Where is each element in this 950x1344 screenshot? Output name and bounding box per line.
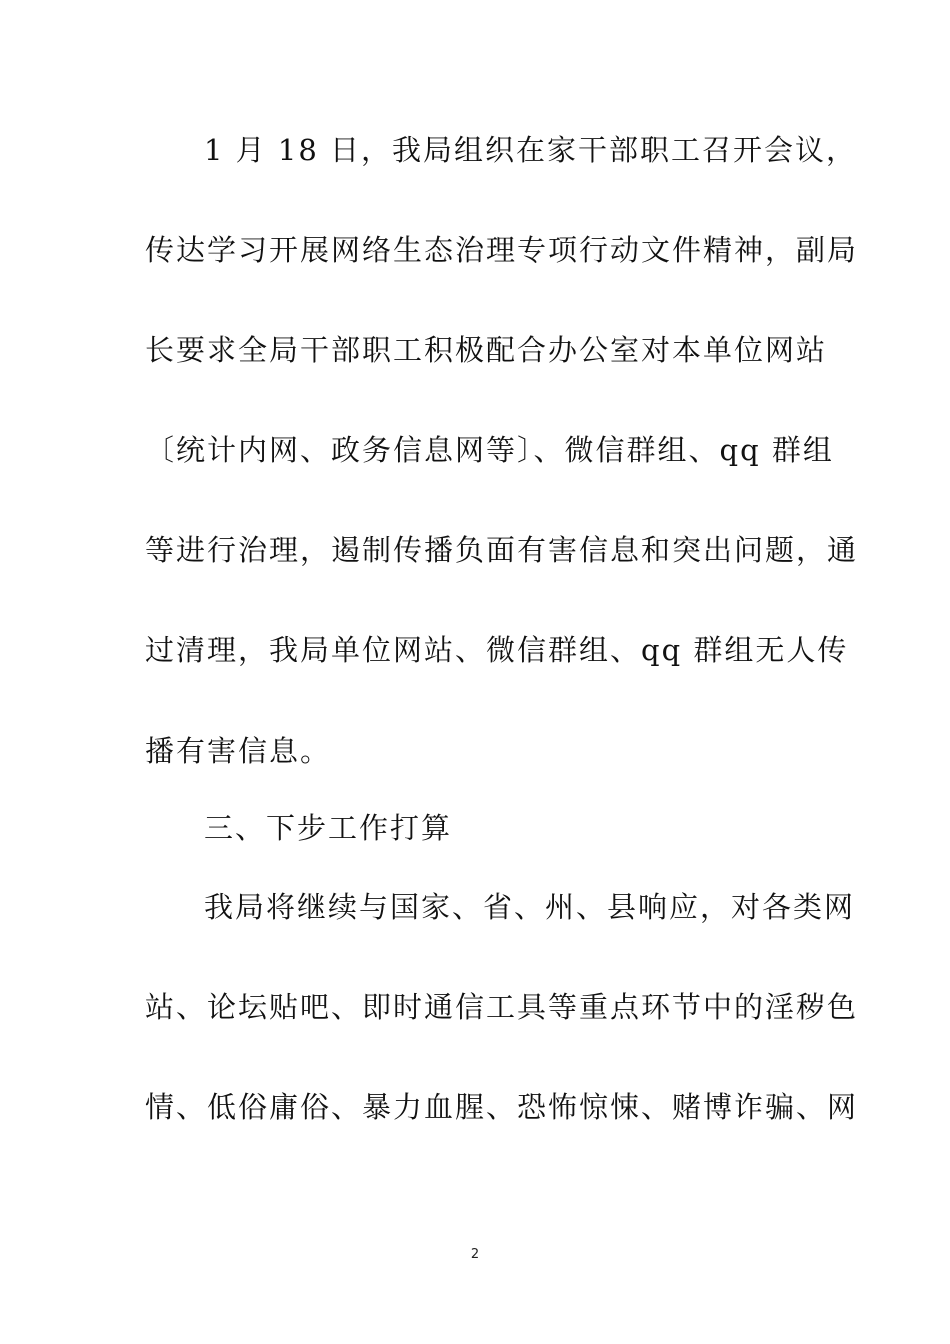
section-heading: 三、下步工作打算: [204, 811, 453, 845]
paragraph-2-line-1: 我局将继续与国家、省、州、县响应，对各类网: [204, 890, 856, 924]
paragraph-1-line-5: 等进行治理，遏制传播负面有害信息和突出问题，通: [145, 533, 859, 567]
paragraph-1-line-2: 传达学习开展网络生态治理专项行动文件精神，副局: [145, 233, 859, 267]
paragraph-1-line-7: 播有害信息。: [145, 734, 332, 768]
paragraph-1-line-6: 过清理，我局单位网站、微信群组、qq 群组无人传: [145, 633, 849, 667]
page-number: 2: [470, 1247, 480, 1262]
paragraph-1-line-4: 〔统计内网、政务信息网等〕、微信群组、qq 群组: [145, 433, 834, 467]
paragraph-1-line-1: 1 月 18 日，我局组织在家干部职工召开会议，: [204, 133, 858, 167]
paragraph-1-line-3: 长要求全局干部职工积极配合办公室对本单位网站: [145, 333, 828, 367]
paragraph-2-line-3: 情、低俗庸俗、暴力血腥、恐怖惊悚、赌博诈骗、网: [145, 1090, 859, 1124]
paragraph-2-line-2: 站、论坛贴吧、即时通信工具等重点环节中的淫秽色: [145, 990, 859, 1024]
